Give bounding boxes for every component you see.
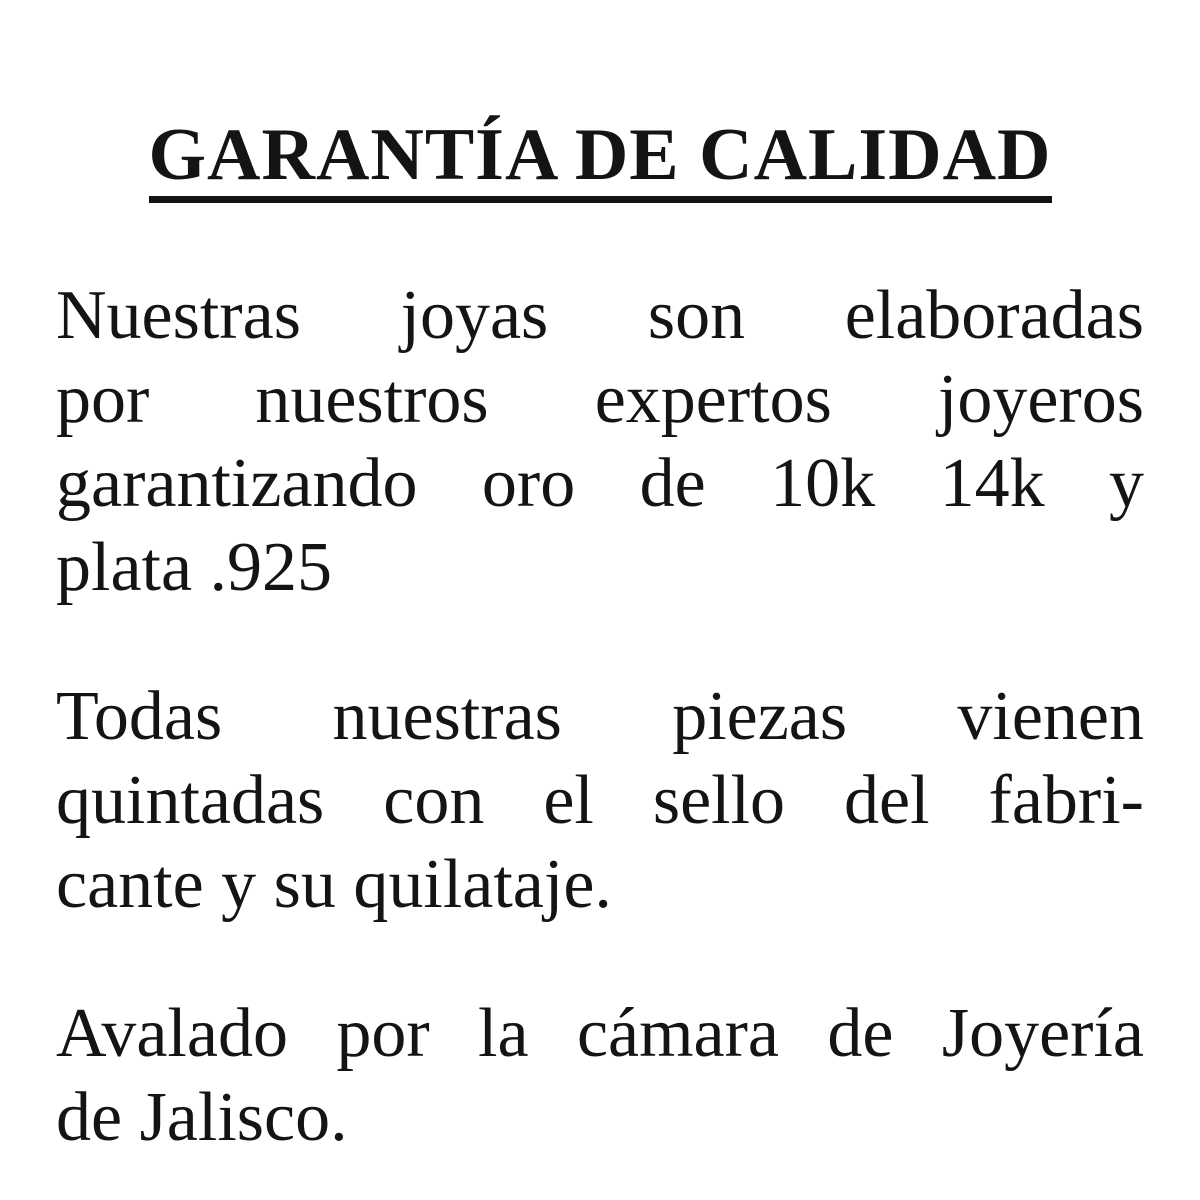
page-title: GARANTÍA DE CALIDAD bbox=[149, 118, 1052, 203]
text-line: garantizando oro de 10k 14k y bbox=[56, 445, 1144, 523]
paragraph-materials bbox=[56, 274, 1144, 610]
text-line: quintadas con el sello del fabri- bbox=[56, 762, 1144, 840]
text-line: cante y su quilataje. bbox=[56, 846, 612, 924]
paragraph-endorsement bbox=[56, 992, 1144, 1160]
text-line: por nuestros expertos joyeros bbox=[56, 361, 1144, 439]
body-text bbox=[56, 274, 1144, 1160]
text-line: Nuestras joyas son elaboradas bbox=[56, 277, 1144, 355]
text-line: plata .925 bbox=[56, 529, 333, 607]
title-block bbox=[56, 68, 1144, 252]
paragraph-hallmark bbox=[56, 675, 1144, 927]
text-line: Avalado por la cámara de Joyería bbox=[56, 995, 1144, 1073]
text-line: Todas nuestras piezas vienen bbox=[56, 678, 1144, 756]
text-line: de Jalisco. bbox=[56, 1079, 348, 1157]
